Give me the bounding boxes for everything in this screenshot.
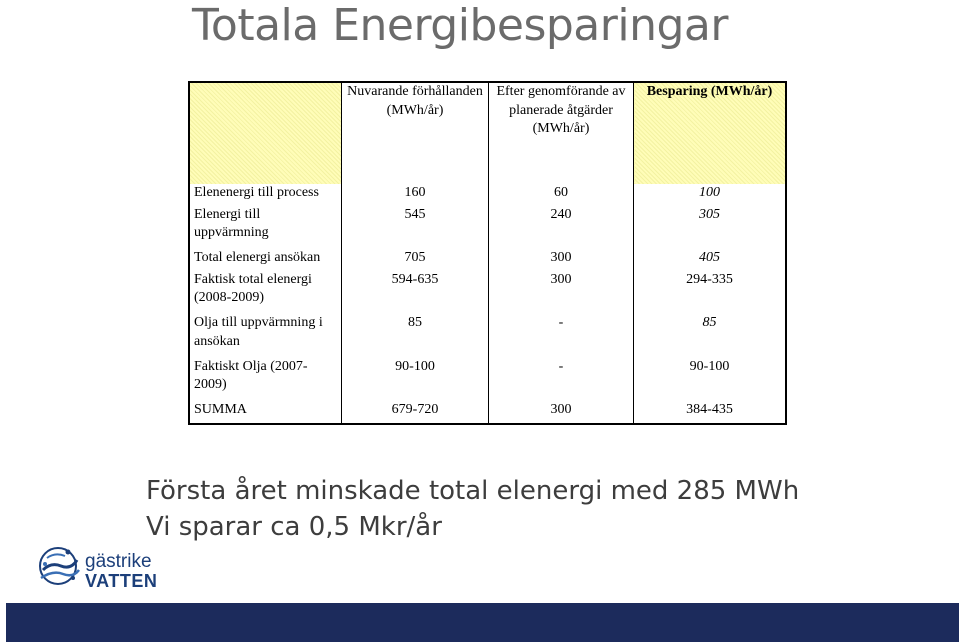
header-cell-saving: Besparing (MWh/år) [634, 82, 787, 184]
company-logo [33, 540, 163, 590]
logo-text-line2: VATTEN [85, 571, 158, 591]
energy-savings-table [188, 81, 787, 425]
header-cell-after: Efter genomförande av planerade åtgärder (MWh/år) [489, 82, 634, 184]
header-cell-label [189, 82, 342, 184]
row-label: Faktisk total elenergi (2008-2009) [194, 271, 312, 306]
row-saving: 384-435 [634, 401, 787, 424]
row-label: SUMMA [194, 402, 247, 418]
summary-line: Vi sparar ca 0,5 Mkr/år [146, 512, 442, 542]
row-label: Elenergi till uppvärmning [194, 206, 269, 241]
table-row [189, 358, 786, 401]
row-saving: 90-100 [634, 358, 787, 401]
table-header-row [189, 82, 786, 184]
logo-text-line1: gästrike [85, 551, 152, 572]
table-row [189, 314, 786, 357]
row-saving: 305 [634, 206, 787, 249]
table-row [189, 184, 786, 206]
summary-line: Första året minskade total elenergi med 285 MWh [146, 476, 800, 506]
row-label: Faktiskt Olja (2007-2009) [194, 358, 308, 393]
summary-text [146, 473, 799, 545]
row-saving: 294-335 [634, 271, 787, 314]
row-after: - [489, 358, 634, 401]
slide-title: Totala Energibesparingar [192, 0, 728, 51]
row-current: 90-100 [342, 358, 489, 401]
row-current: 705 [342, 249, 489, 271]
row-current: 545 [342, 206, 489, 249]
footer-bar [6, 603, 959, 642]
row-after: - [489, 314, 634, 357]
water-drop-logo-icon [33, 540, 83, 590]
row-saving: 85 [634, 314, 787, 357]
row-current: 679-720 [342, 401, 489, 424]
row-current: 594-635 [342, 271, 489, 314]
row-label: Total elenergi ansökan [194, 250, 321, 266]
table-row [189, 271, 786, 314]
row-saving: 405 [634, 249, 787, 271]
table-row-summa [189, 401, 786, 424]
header-cell-current: Nuvarande förhållanden (MWh/år) [342, 82, 489, 184]
row-label: Olja till uppvärmning i ansökan [194, 315, 323, 349]
row-after: 60 [489, 184, 634, 206]
row-label: Elenenergi till process [194, 185, 319, 200]
row-current: 85 [342, 314, 489, 357]
row-after: 240 [489, 206, 634, 249]
row-after: 300 [489, 401, 634, 424]
row-current: 160 [342, 184, 489, 206]
row-after: 300 [489, 249, 634, 271]
table-row [189, 206, 786, 249]
table-row [189, 249, 786, 271]
row-saving: 100 [634, 184, 787, 206]
row-after: 300 [489, 271, 634, 314]
